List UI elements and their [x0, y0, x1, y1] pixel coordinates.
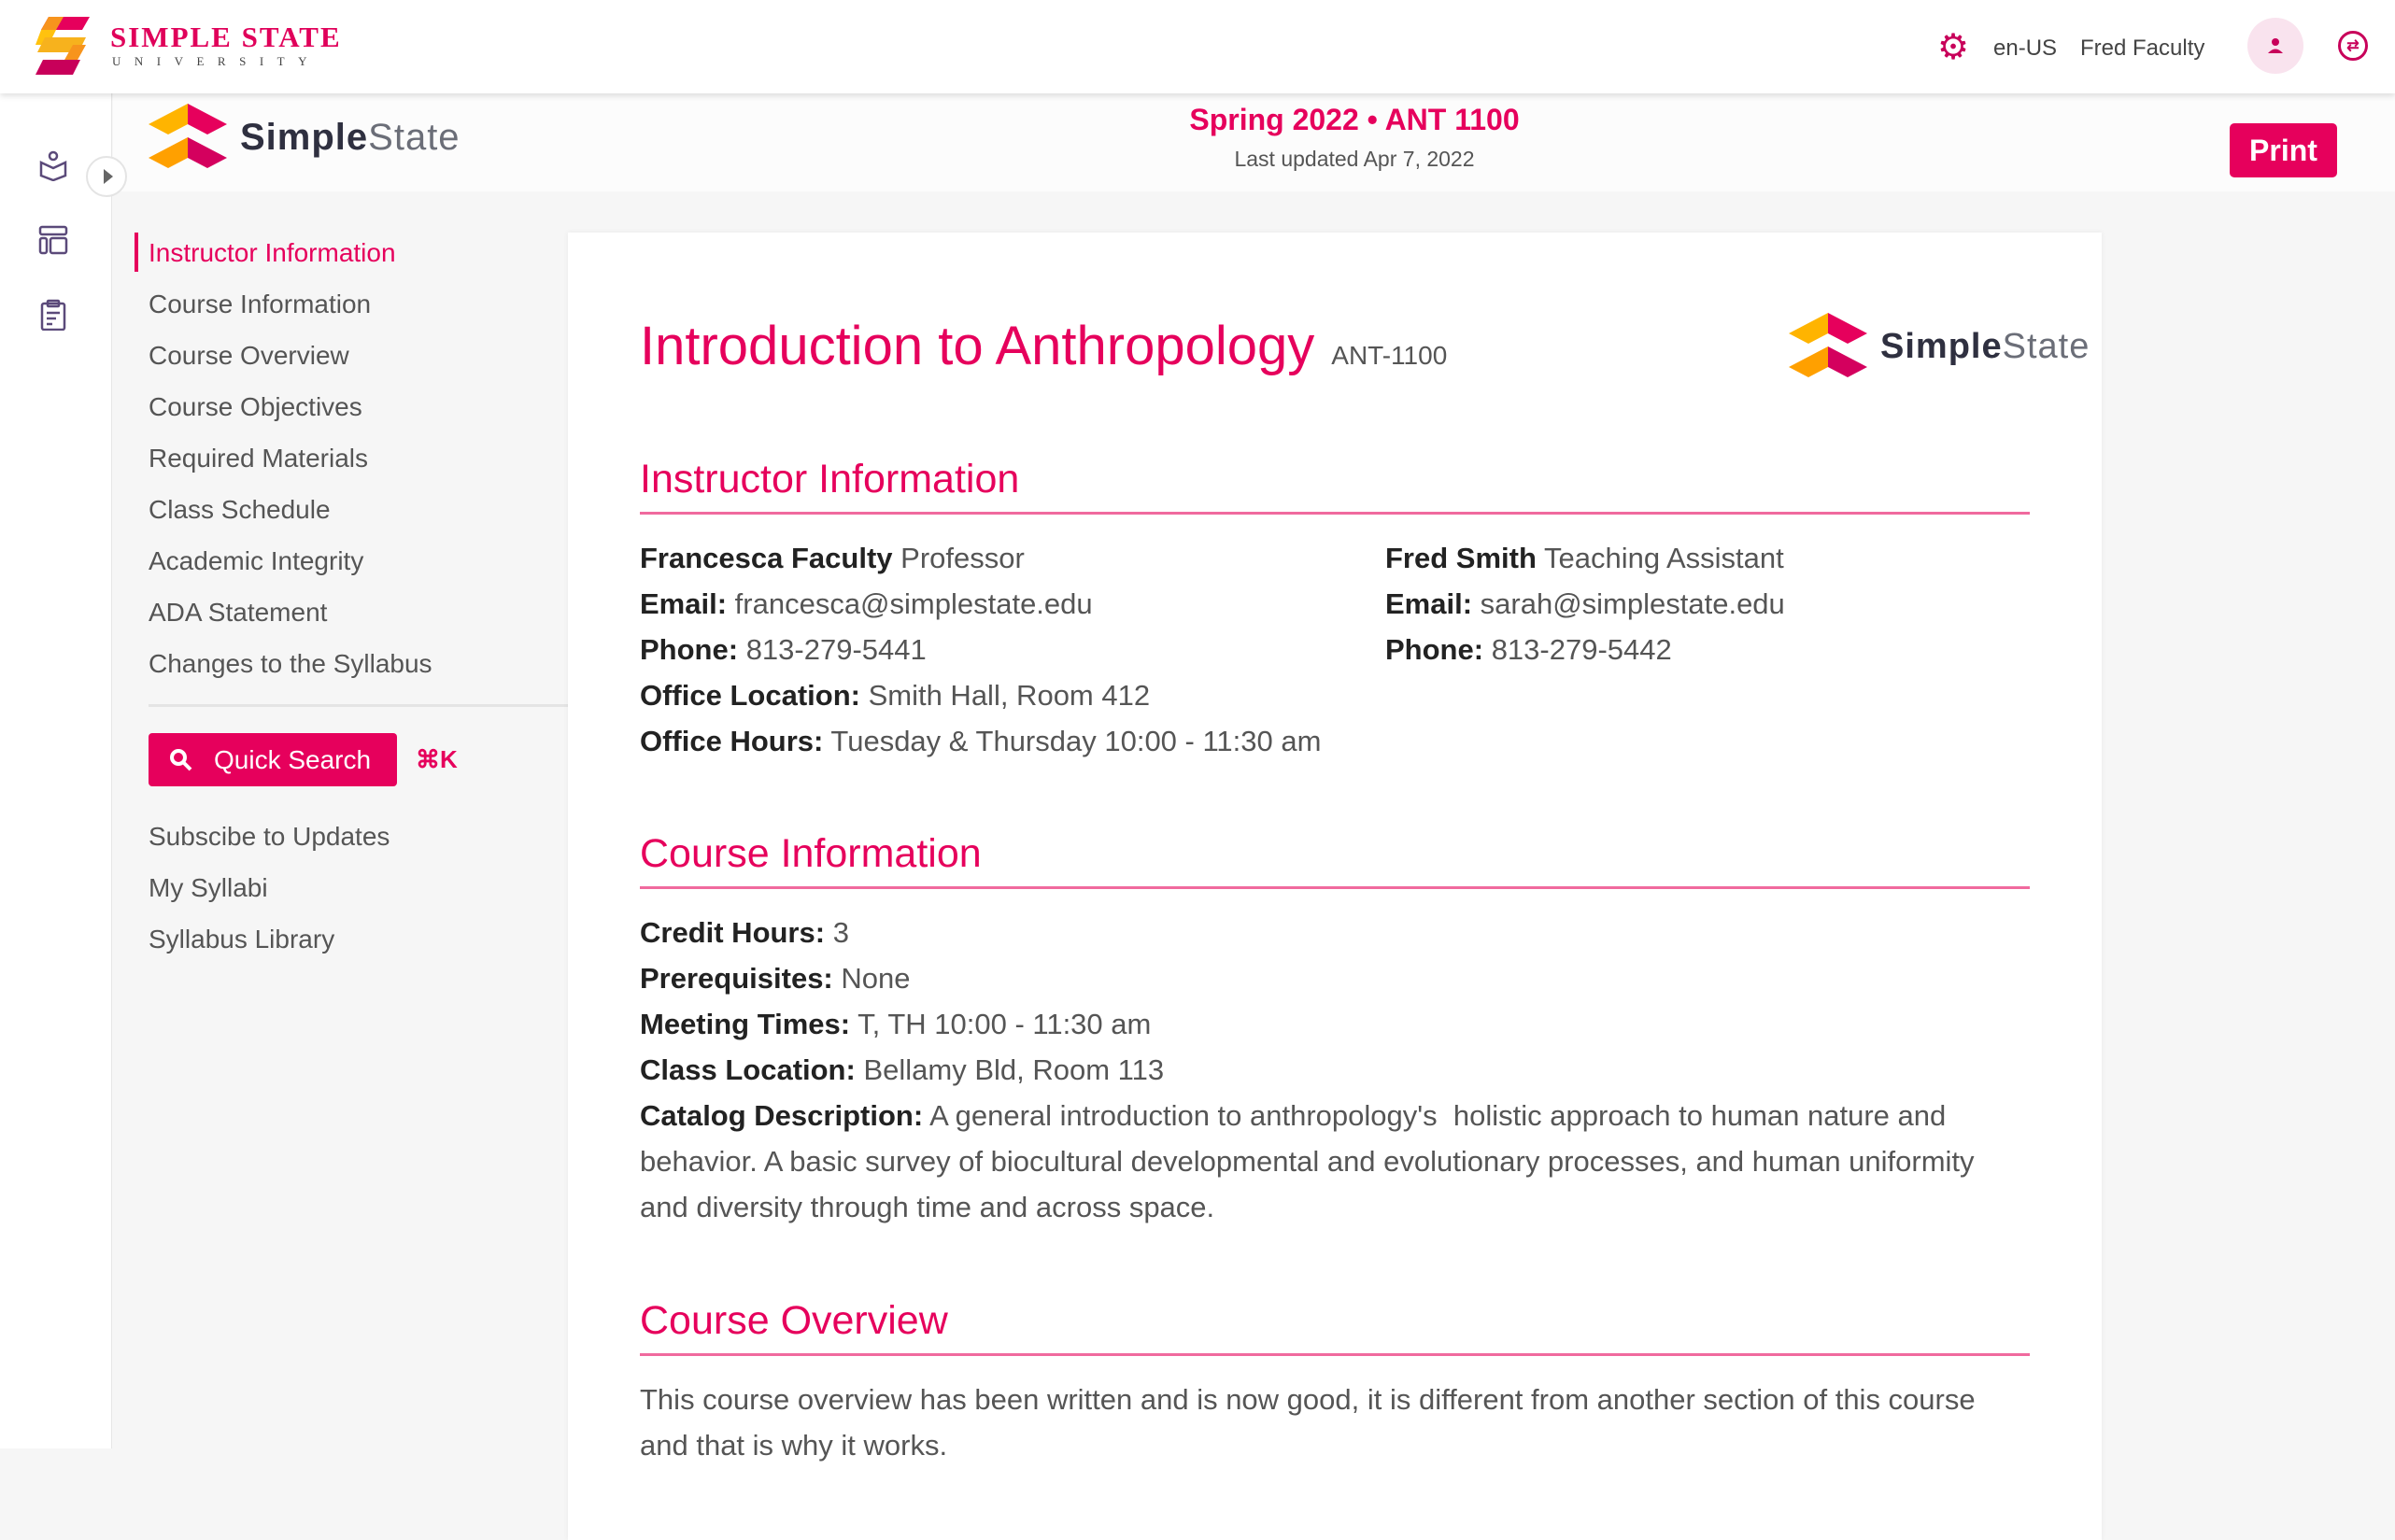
logo-word-state: State — [368, 116, 461, 158]
instructor-name: Francesca Faculty — [640, 542, 893, 574]
language-selector[interactable]: en-US — [1993, 35, 2058, 61]
quick-search-label: Quick Search — [214, 744, 372, 774]
swap-icon[interactable]: ⇄ — [2338, 31, 2368, 61]
credit-hours: 3 — [832, 916, 849, 949]
ta-phone: 813-279-5442 — [1491, 633, 1672, 666]
user-name[interactable]: Fred Faculty — [2080, 35, 2205, 61]
field-label: Email: — [640, 587, 728, 620]
card-logo — [1789, 313, 2090, 380]
instructor-office: Smith Hall, Room 412 — [868, 679, 1151, 712]
instructor-email[interactable]: francesca@simplestate.edu — [734, 587, 1093, 620]
meeting-times: T, TH 10:00 - 11:30 am — [857, 1008, 1152, 1040]
nav-divider — [149, 704, 568, 707]
syllabus-title: Introduction to Anthropology — [640, 316, 1315, 376]
prerequisites: None — [841, 962, 911, 995]
catalog-description: A general introduction to anthropology's holistic approach to human nature and behavior. A basic survey of biocultural developmental and evolutionary processes, and human uniformity and diversity through time and across space. — [640, 1099, 1983, 1223]
instructor-role: Professor — [900, 542, 1025, 574]
field-label: Class Location: — [640, 1053, 856, 1086]
nav-course-information[interactable]: Course Information — [149, 290, 372, 318]
syllabus-library-link[interactable]: Syllabus Library — [149, 925, 335, 954]
field-label: Phone: — [1385, 633, 1484, 666]
gear-icon[interactable]: ⚙ — [1937, 28, 1970, 67]
instructor-hours: Tuesday & Thursday 10:00 - 11:30 am — [830, 725, 1322, 757]
nav-class-schedule[interactable]: Class Schedule — [149, 495, 331, 524]
user-icon — [2265, 35, 2286, 56]
overview-text: This course overview has been written and is now good, it is different from another section of this course and that is why it works. — [640, 1383, 1976, 1462]
quick-search-button[interactable] — [149, 733, 397, 786]
field-label: Prerequisites: — [640, 962, 833, 995]
user-avatar[interactable] — [2247, 18, 2303, 74]
logo-word-simple: Simple — [1880, 326, 2003, 366]
logo-word-simple: Simple — [240, 116, 369, 158]
layout-icon[interactable] — [37, 224, 69, 256]
university-logo — [35, 17, 93, 75]
section-heading: Instructor Information — [640, 457, 2030, 515]
field-label: Email: — [1385, 587, 1473, 620]
subscribe-link[interactable]: Subscibe to Updates — [149, 822, 390, 851]
course-info-section — [640, 831, 2030, 1230]
nav-required-materials[interactable]: Required Materials — [149, 444, 368, 473]
field-label: Phone: — [640, 633, 739, 666]
simplestate-mark-icon — [1789, 313, 1867, 380]
logo-word-state: State — [2002, 326, 2090, 366]
field-label: Catalog Description: — [640, 1099, 924, 1132]
ta-role: Teaching Assistant — [1543, 542, 1784, 574]
ta-name: Fred Smith — [1385, 542, 1537, 574]
simplestate-mark-icon — [149, 104, 227, 171]
nav-academic-integrity[interactable]: Academic Integrity — [149, 546, 364, 575]
last-updated: Last updated Apr 7, 2022 — [1234, 147, 1475, 171]
instructor-phone: 813-279-5441 — [745, 633, 927, 666]
syllabus-nav — [135, 229, 568, 967]
field-label: Meeting Times: — [640, 1008, 851, 1040]
university-subtitle: UNIVERSITY — [112, 54, 320, 68]
shortcut-hint: ⌘K — [416, 745, 458, 773]
nav-course-objectives[interactable]: Course Objectives — [149, 392, 362, 421]
search-icon — [169, 748, 193, 772]
course-overview-section — [640, 1298, 2030, 1468]
icon-rail — [0, 93, 112, 1448]
class-location: Bellamy Bld, Room 113 — [863, 1053, 1165, 1086]
section-heading: Course Information — [640, 831, 2030, 889]
instructor-section — [640, 457, 2030, 764]
field-label: Office Location: — [640, 679, 860, 712]
clipboard-icon[interactable] — [37, 299, 69, 331]
ta-email[interactable]: sarah@simplestate.edu — [1480, 587, 1785, 620]
course-code: ANT-1100 — [1331, 341, 1448, 370]
nav-changes-to-syllabus[interactable]: Changes to the Syllabus — [149, 649, 432, 678]
course-term-title: Spring 2022 • ANT 1100 — [1189, 103, 1520, 136]
top-bar — [0, 0, 2395, 93]
nav-instructor-information[interactable]: Instructor Information — [135, 229, 568, 280]
field-label: Credit Hours: — [640, 916, 826, 949]
simplestate-logo — [149, 104, 461, 171]
field-label: Office Hours: — [640, 725, 824, 757]
print-button[interactable]: Print — [2230, 123, 2337, 177]
section-heading: Course Overview — [640, 1298, 2030, 1356]
syllabus-card — [568, 233, 2102, 1540]
sidebar-toggle-button[interactable] — [86, 156, 127, 197]
book-reader-icon[interactable] — [37, 149, 69, 181]
my-syllabi-link[interactable]: My Syllabi — [149, 873, 268, 902]
nav-course-overview[interactable]: Course Overview — [149, 341, 349, 370]
university-name: SIMPLE STATE — [110, 21, 342, 53]
nav-ada-statement[interactable]: ADA Statement — [149, 598, 328, 627]
sub-header — [113, 93, 2395, 191]
